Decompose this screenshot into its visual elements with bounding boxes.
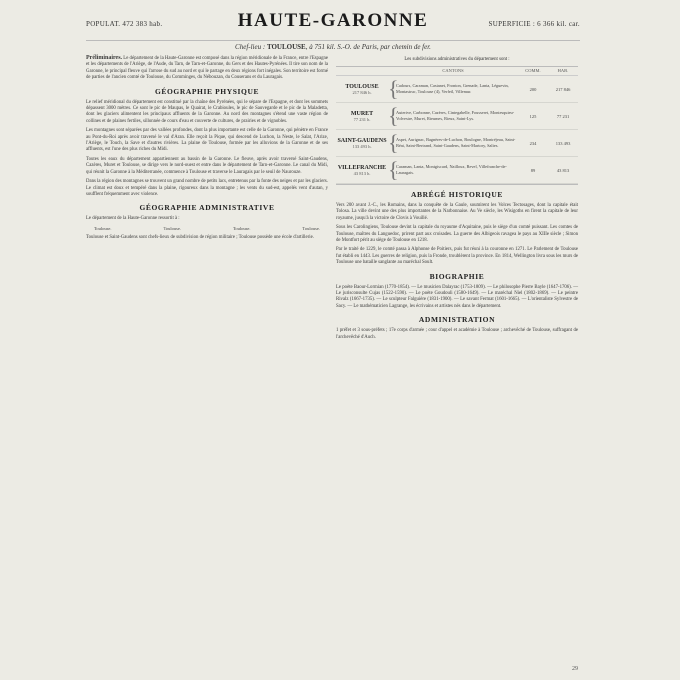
- page-number: 29: [572, 666, 578, 672]
- arrondissement-cantons: Aspet, Aurignac, Bagnères-de-Luchon, Boulogne, Montréjeau, Saint-Béat, Saint-Bertrand, Saint-Gaudens, Saint-Martory, Salies.: [396, 137, 516, 148]
- geo-phys-paragraph-1: Le relief méridional du département est constitué par la chaîne des Pyrénées, qui le sépare de l'Espagne, et dont les sommets dépassent 3000 mètres. Ce sont le pic de Maupas, le Quairat, le Crabioules, le pic de Sauvegarde et le pic de la Maladetta, dont les glaciers alimentent les principaux affluents de la Garonne. Au nord des montagnes s'étend une vaste région de collines et de plaines fertiles, sillonnée de cours d'eau et couverte de cultures, de prairies et de vignobles.: [86, 99, 328, 124]
- arrondissement-name: MURET: [350, 110, 374, 117]
- biographie-paragraph: Le poète Baour-Lormian (1770-1854). — Le musicien Dalayrac (1753-1809). — Le philosophe Pierre Bayle (1647-1706). — Le jurisconsulte Cujas (1522-1590). — Le poète Goudouli (1580-1649). — Le maréchal Niel (1802-1869). — Le peintre Rivalz (1667-1735). — Le sculpteur Falguière (1831-1900). — Le savant Fermat (1601-1665). — L'orientaliste Sylvestre de Sacy. — Le mathématicien Lagrange, les écrivains et artistes nés dans le département.: [336, 284, 578, 309]
- administration-heading: ADMINISTRATION: [418, 315, 496, 325]
- arrondissement-pop: 77 231 h.: [353, 116, 371, 122]
- arrondissement-name: VILLEFRANCHE: [337, 164, 387, 171]
- brace-glyph: {: [388, 130, 399, 155]
- table-row: [336, 103, 578, 130]
- table-row: [336, 130, 578, 157]
- arrondissement-habitants: 217 846: [555, 86, 571, 92]
- right-column: [336, 55, 578, 344]
- preliminaires-text: Le département de la Haute-Garonne est composé dans la région méridionale de la France, entre l'Espagne et les départements de l'Ariège, de l'Aude, du Tarn, de Tarn-et-Garonne, du Gers et des Hautes-Pyrénées. Il tire son nom de la Garonne, le principal fleuve qui l'arrose du sud au nord et qui le partage en deux régions fort inégales. Son territoire est formé de parties de l'ancien comté de Toulouse, du Comminges, du Nébouzan, du Couserans et du Lauragais.: [86, 56, 328, 81]
- geo-phys-paragraph-2: Les montagnes sont séparées par des vallées profondes, dont la plus importante est celle de la Garonne, qui pénètre en France au Pont-du-Roi après avoir traversé le val d'Aran. Elle reçoit la Pique, qui descend de Luchon, la Neste, le Salat, l'Arize, l'Ariège, le Touch, la Save et d'autres rivières. La plaine de Toulouse, formée par les alluvions de la Garonne et de ses affluents, est l'une des plus riches du Midi.: [86, 128, 328, 153]
- arrondissement-communes: 89: [530, 167, 536, 173]
- table-row: [336, 76, 578, 103]
- arrondissement-cantons: Caraman, Lanta, Montgiscard, Nailloux, Revel, Villefranche-de-Lauragais.: [396, 164, 507, 175]
- brace-glyph: {: [388, 103, 399, 128]
- table-header-cell: COMM.: [525, 68, 541, 73]
- histoire-paragraph-1: Vers 200 avant J.-C., les Romains, dans la conquête de la Gaule, soumirent les Volces Tectosages, dont la capitale était Tolosa. La ville devint une des plus importantes de la Narbonnaise. Au Ve siècle, les Wisigoths en firent la capitale de leur royaume, jusqu'à la victoire de Clovis à Vouillé.: [336, 203, 578, 221]
- left-column: [86, 55, 328, 344]
- chef-lieu-rest: , à 751 kil. S.-O. de Paris, par chemin de fer.: [305, 43, 431, 51]
- chef-lieu-line: [86, 43, 580, 51]
- histoire-paragraph-2: Sous les Carolingiens, Toulouse devint la capitale du royaume d'Aquitaine, puis le siège d'un comté puissant. Les comtes de Toulouse, maîtres du Languedoc, prirent part aux croisades. La guerre des Albigeois ravagea le pays au XIIIe siècle ; Simon de Montfort périt au siège de Toulouse en 1218.: [336, 225, 578, 244]
- superficie-label: SUPERFICIE : 6 366 kil. car.: [488, 20, 580, 28]
- arrondissement-habitants: 77 231: [556, 113, 570, 119]
- arrondissement-name: SAINT-GAUDENS: [337, 137, 387, 144]
- chef-lieu-city: TOULOUSE: [266, 43, 306, 51]
- chef-lieu-label: Chef-lieu :: [235, 43, 266, 51]
- arrondissement-cantons: Auterive, Carbonne, Cazères, Cintegabelle, Fousseret, Montesquieu-Volvestre, Muret, Rieumes, Rieux, Saint-Lys.: [396, 110, 515, 121]
- subdivisions-intro: Les subdivisions administratives du département sont :: [404, 57, 510, 62]
- arrondissement-communes: 234: [529, 140, 537, 146]
- administration-paragraph: 1 préfet et 3 sous-préfets ; 17e corps d'armée ; cour d'appel et académie à Toulouse ; archevêché de Toulouse, suffragant de l'archevêché d'Auch.: [336, 328, 578, 340]
- geo-admin-note: Toulouse et Saint-Gaudens sont chefs-lieux de subdivision de région militaire ; Toulouse possède une école d'artillerie.: [86, 234, 314, 240]
- table-header-cell: [336, 68, 388, 73]
- admin-grid: [94, 226, 320, 231]
- geo-phys-paragraph-4: Dans la région des montagnes se trouvent un grand nombre de petits lacs, entretenus par la fonte des neiges et par les glaciers. Le climat est doux et tempéré dans la plaine, rigoureux dans la montagne ; les vents du sud-est, appelés vent d'autan, y soufflent fréquemment avec violence.: [86, 179, 328, 197]
- arrondissement-pop: 43 813 h.: [353, 170, 371, 176]
- geographie-physique-heading: GÉOGRAPHIE PHYSIQUE: [154, 86, 260, 96]
- table-row: [336, 157, 578, 184]
- arrondissement-name: TOULOUSE: [345, 83, 379, 90]
- page-header: [86, 10, 580, 41]
- admin-grid-cell: Toulouse.: [302, 225, 320, 231]
- histoire-paragraph-3: Par le traité de 1229, le comté passa à Alphonse de Poitiers, puis fut réuni à la couronne en 1271. Le Parlement de Toulouse fut établi en 1443. Les guerres de religion, puis la Fronde, troublèrent la province. En 1814, Wellington livra sous les murs de Toulouse une bataille sanglante au maréchal Soult.: [336, 247, 578, 266]
- arrondissement-habitants: 133 493: [555, 140, 571, 146]
- arrondissement-communes: 200: [529, 86, 537, 92]
- page-title: HAUTE-GARONNE: [237, 10, 429, 31]
- arrondissement-communes: 125: [529, 113, 537, 119]
- geo-admin-paragraph: Le département de la Haute-Garonne ressortit à :: [86, 216, 180, 222]
- arrondissement-pop: 133 493 h.: [352, 143, 372, 149]
- preliminaires-paragraph: [86, 55, 328, 82]
- arrondissement-cantons: Cadours, Caraman, Castanet, Fronton, Grenade, Lanta, Léguevin, Montastruc, Toulouse (4), Verfeil, Villemur.: [396, 83, 509, 94]
- table-header-cell: CANTONS: [442, 68, 464, 73]
- table-header-cell: HAB.: [557, 68, 569, 73]
- biographie-heading: BIOGRAPHIE: [429, 271, 485, 281]
- admin-grid-cell: Toulouse.: [94, 225, 112, 231]
- population-label: POPULAT. 472 383 hab.: [86, 20, 163, 28]
- geographie-administrative-heading: GÉOGRAPHIE ADMINISTRATIVE: [139, 203, 275, 213]
- preliminaires-lead: Préliminaires.: [86, 55, 123, 61]
- admin-grid-cell: Toulouse.: [232, 225, 251, 231]
- admin-grid-cell: Toulouse.: [163, 225, 182, 231]
- table-header-row: [336, 67, 578, 76]
- brace-glyph: {: [388, 76, 399, 101]
- abrege-historique-heading: ABRÉGÉ HISTORIQUE: [411, 190, 503, 199]
- brace-glyph: {: [388, 157, 399, 182]
- arrondissement-habitants: 43 813: [556, 167, 570, 173]
- arrondissements-table: [336, 66, 578, 185]
- arrondissement-pop: 217 846 h.: [352, 89, 372, 95]
- geo-phys-paragraph-3: Toutes les eaux du département appartiennent au bassin de la Garonne. Le fleuve, après avoir traversé Saint-Gaudens, Cazères, Muret et Toulouse, se dirige vers le nord-ouest et entre dans le département de Tarn-et-Garonne. Le canal du Midi, qui réunit la Garonne à la Méditerranée, commence à Toulouse et traverse le Lauragais par le seuil de Naurouze.: [86, 156, 328, 175]
